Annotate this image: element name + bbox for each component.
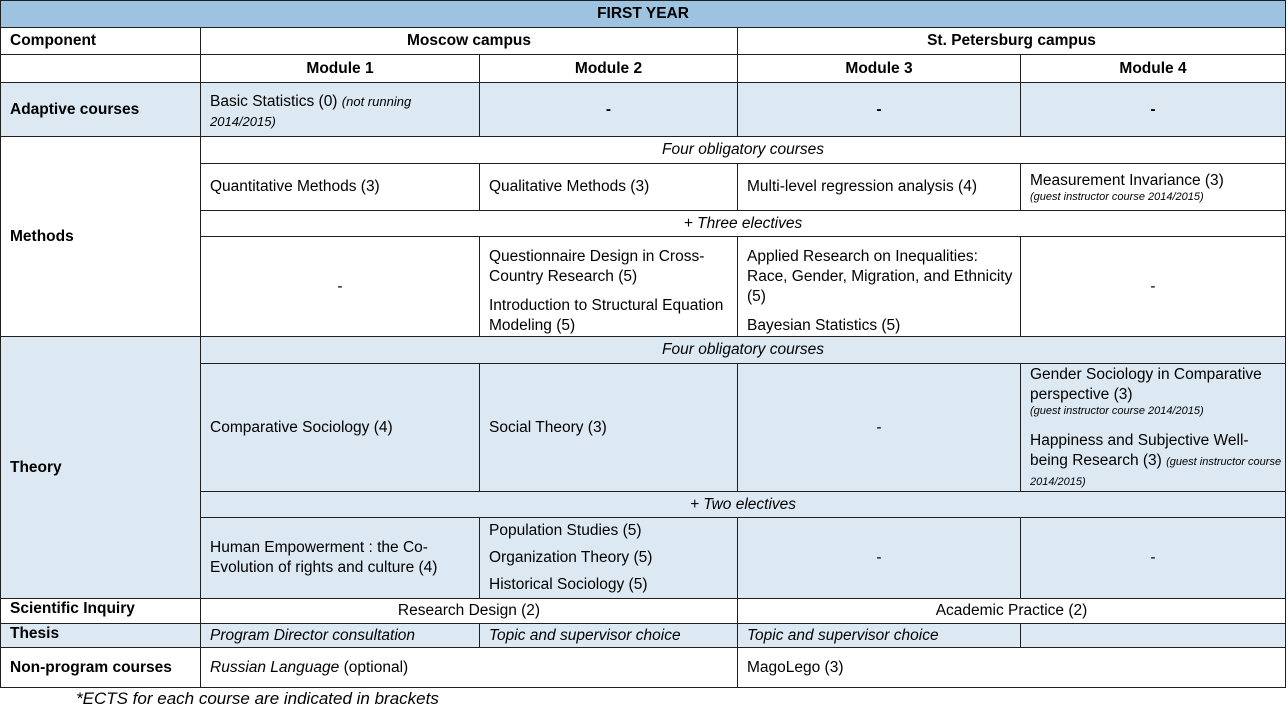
theory-elective-3: - (738, 518, 1021, 599)
nonprogram-moscow (201, 648, 738, 687)
theory-module-2: Social Theory (3) (480, 364, 738, 492)
theory-e2a: Population Studies (5) (489, 522, 642, 540)
adaptive-note: (not running 2014/2015) (210, 94, 412, 129)
component-header: Component (1, 28, 201, 55)
thesis-module-1: Program Director consultation (201, 624, 480, 648)
inquiry-label: Scientific Inquiry (1, 599, 201, 624)
methods-module-2: Qualitative Methods (3) (480, 164, 738, 211)
theory-e2c: Historical Sociology (5) (489, 575, 648, 593)
theory-module-1: Comparative Sociology (4) (201, 364, 480, 492)
theory-label: Theory (1, 337, 201, 599)
adaptive-module-4: - (1021, 83, 1285, 137)
inquiry-spb: Academic Practice (2) (738, 599, 1285, 624)
methods-label: Methods (1, 137, 201, 337)
thesis-module-4 (1021, 624, 1285, 648)
thesis-module-3: Topic and supervisor choice (738, 624, 1021, 648)
methods-e2b: Introduction to Structural Equation Modeling (5) (489, 297, 724, 334)
adaptive-module-3: - (738, 83, 1021, 137)
module-1-header: Module 1 (201, 55, 480, 83)
theory-elective-2 (480, 518, 738, 599)
nonprogram-russian: Russian Language (210, 659, 340, 676)
nonprogram-optional: (optional) (343, 659, 409, 676)
methods-e3b: Bayesian Statistics (5) (747, 317, 901, 334)
moscow-campus-header: Moscow campus (201, 28, 738, 55)
methods-module-3: Multi-level regression analysis (4) (738, 164, 1021, 211)
theory-elective-4: - (1021, 518, 1285, 599)
table-title: FIRST YEAR (1, 1, 1285, 28)
methods-module-1: Quantitative Methods (3) (201, 164, 480, 211)
theory-electives-header: + Two electives (201, 492, 1285, 518)
methods-elective-4: - (1021, 237, 1285, 337)
thesis-module-2: Topic and supervisor choice (480, 624, 738, 648)
theory-m4b-course: Happiness and Subjective Well-being Research (3) (1030, 432, 1249, 469)
adaptive-course: Basic Statistics (0) (210, 93, 338, 110)
component-header-blank (1, 55, 201, 83)
module-2-header: Module 2 (480, 55, 738, 83)
adaptive-module-1 (201, 83, 480, 137)
inquiry-moscow: Research Design (2) (201, 599, 738, 624)
theory-obligatory-header: Four obligatory courses (201, 337, 1285, 364)
methods-obligatory-header: Four obligatory courses (201, 137, 1285, 164)
methods-elective-1: - (201, 237, 480, 337)
theory-module-4 (1021, 364, 1285, 492)
theory-elective-1: Human Empowerment : the Co-Evolution of rights and culture (4) (201, 518, 480, 599)
ects-footnote: *ECTS for each course are indicated in brackets (76, 689, 439, 708)
methods-electives-header: + Three electives (201, 211, 1285, 237)
theory-m4b-note: (guest instructor course 2014/2015) (1030, 456, 1282, 488)
thesis-label: Thesis (1, 624, 201, 648)
theory-m4a-course: Gender Sociology in Comparative perspective (3) (1030, 366, 1262, 403)
nonprogram-label: Non-program courses (1, 648, 201, 687)
methods-module-4 (1021, 164, 1285, 211)
theory-e2b: Organization Theory (5) (489, 548, 653, 566)
methods-m4-course: Measurement Invariance (3) (1030, 171, 1224, 189)
adaptive-module-2: - (480, 83, 738, 137)
methods-e2a: Questionnaire Design in Cross-Country Research (5) (489, 248, 705, 285)
module-4-header: Module 4 (1021, 55, 1285, 83)
nonprogram-spb: MagoLego (3) (738, 648, 1285, 687)
theory-module-3: - (738, 364, 1021, 492)
methods-e3a: Applied Research on Inequalities: Race, Gender, Migration, and Ethnicity (5) (747, 248, 1013, 305)
module-3-header: Module 3 (738, 55, 1021, 83)
methods-m4-note: (guest instructor course 2014/2015) (1030, 190, 1204, 203)
theory-m4a-note: (guest instructor course 2014/2015) (1030, 405, 1204, 417)
spb-campus-header: St. Petersburg campus (738, 28, 1285, 55)
methods-elective-2 (480, 237, 738, 337)
adaptive-label: Adaptive courses (1, 83, 201, 137)
methods-elective-3 (738, 237, 1021, 337)
